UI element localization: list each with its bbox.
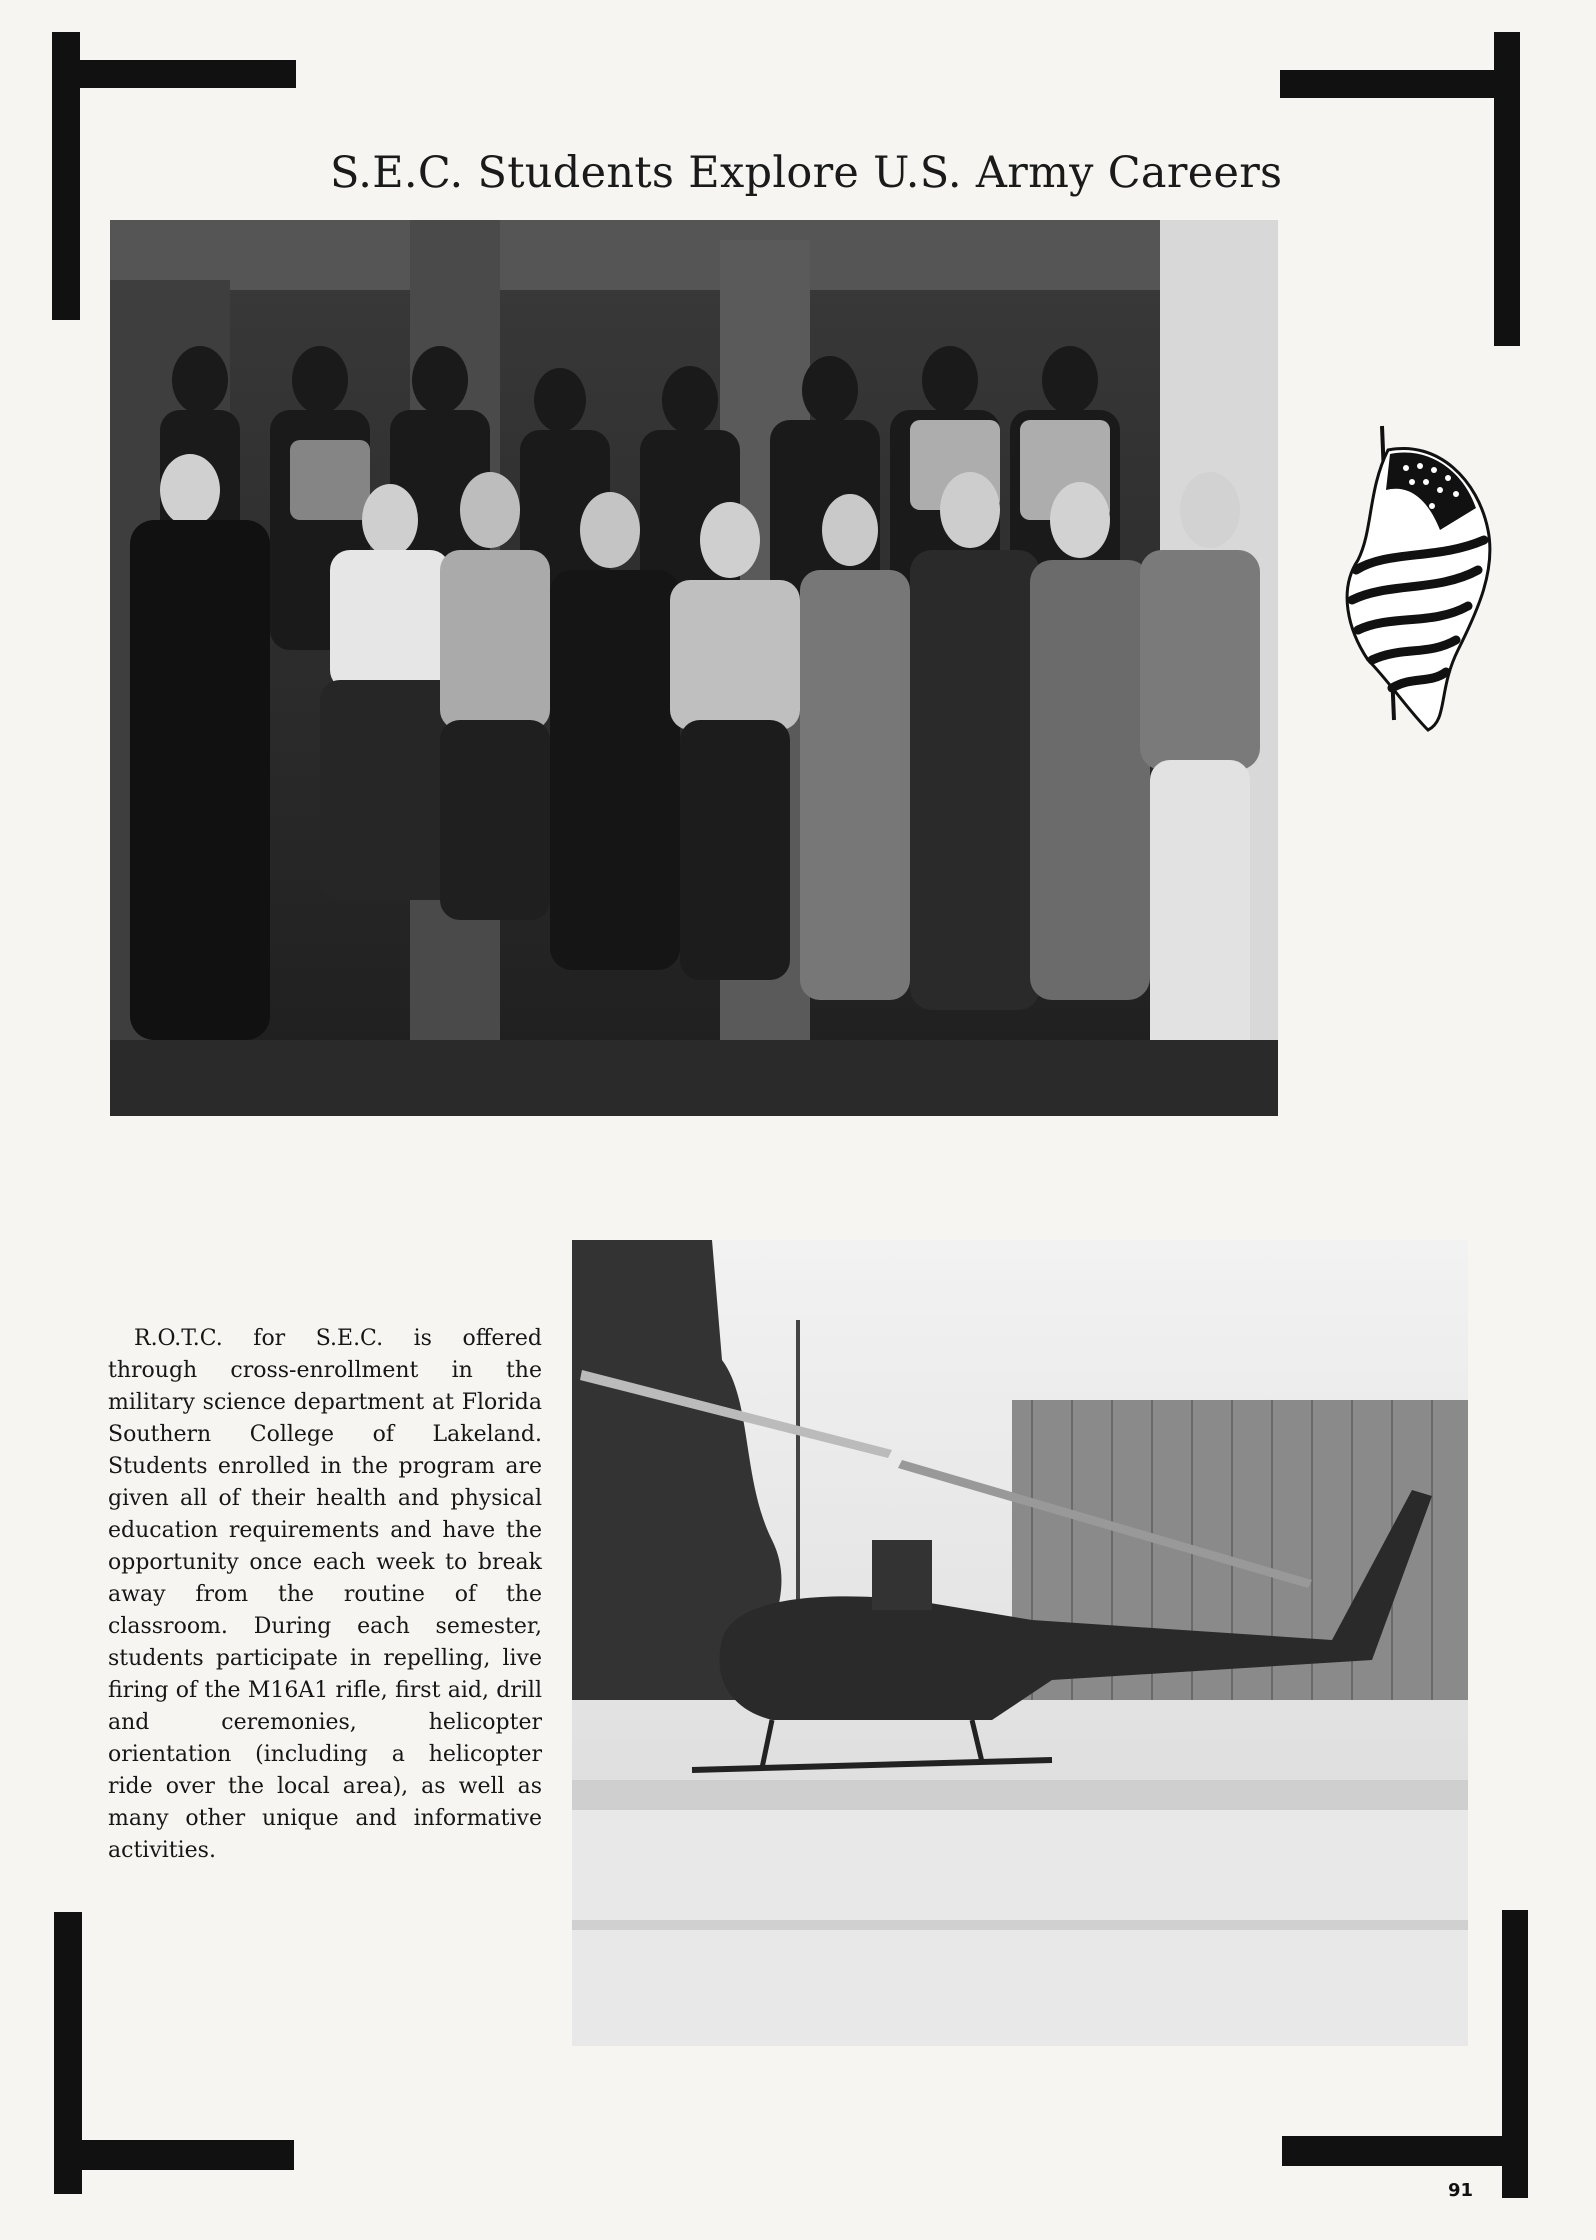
- american-flag-icon: [1328, 420, 1500, 742]
- page-number: 91: [1448, 2180, 1474, 2201]
- page-title: S.E.C. Students Explore U.S. Army Careers: [330, 148, 1283, 198]
- helicopter-photo: [572, 1240, 1468, 2046]
- article-body: R.O.T.C. for S.E.C. is offered through cross-enrollment in the military science department at Florida Southern College of Lakeland. Students enrolled in the program are given all of their health and physical education requirements and have the opportunity once each week to break away from the routine of the classroom. During each semester, students participate in repelling, live firing of the M16A1 rifle, first aid, drill and ceremonies, helicopter orientation (including a helicopter ride over the local area), as well as many other unique and informative activities.: [108, 1326, 542, 1863]
- group-photo: [110, 220, 1278, 1116]
